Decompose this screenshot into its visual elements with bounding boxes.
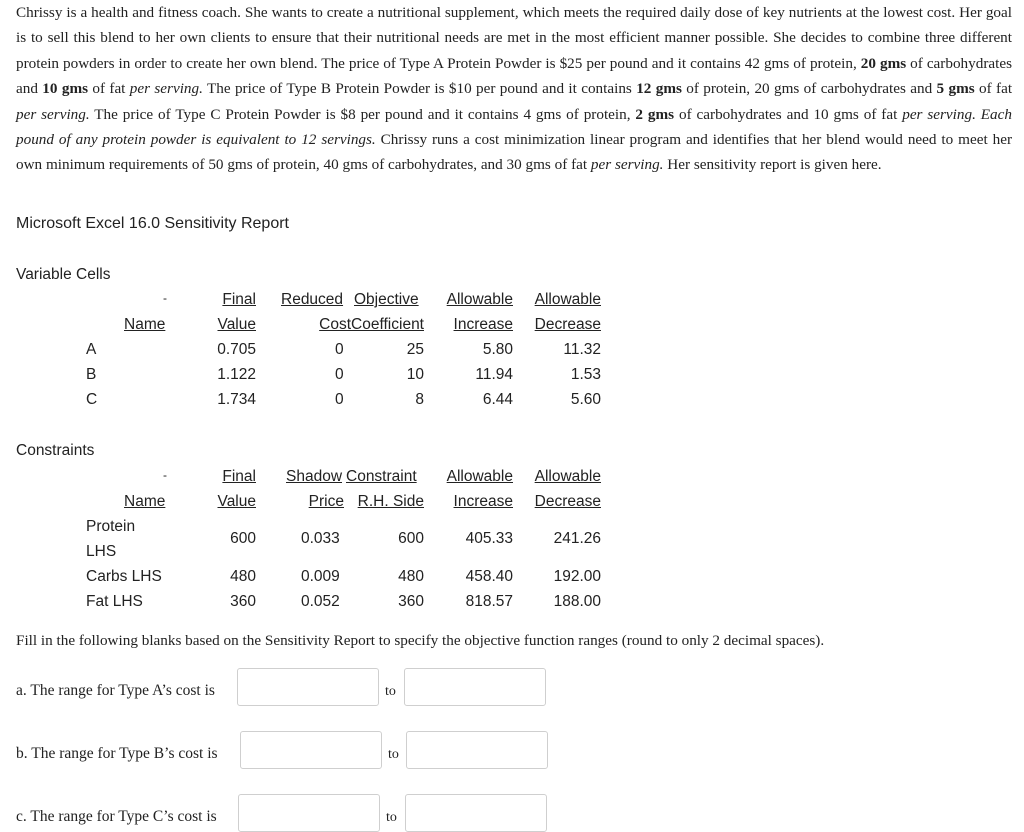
c-row-name: Protein xyxy=(86,518,136,535)
c-row-rhs: 360 xyxy=(398,593,424,610)
c-row-increase: 405.33 xyxy=(465,530,513,547)
c-header-final: Final xyxy=(222,468,256,485)
vc-header-value: Value xyxy=(217,316,256,333)
vc-row-name: B xyxy=(86,366,97,383)
c-header-price: Price xyxy=(308,493,344,510)
c-header-rhs: R.H. Side xyxy=(357,493,424,510)
c-header-constraint: Constraint xyxy=(346,468,417,485)
vc-header-inc-top: Allowable xyxy=(446,291,513,308)
vc-row-decrease: 5.60 xyxy=(570,391,601,408)
vc-header-cost-coefficient: CostCoefficient xyxy=(319,316,424,333)
vc-header-dec-top: Allowable xyxy=(534,291,601,308)
name-dash: - xyxy=(163,291,167,305)
c-row-shadow: 0.052 xyxy=(301,593,340,610)
vc-header-objective: Objective xyxy=(354,291,419,308)
vc-row-reduced: 0 xyxy=(335,341,344,358)
vc-header-increase: Increase xyxy=(453,316,513,333)
vc-header-name: Name xyxy=(124,316,166,333)
type-b-cost-low-input[interactable] xyxy=(240,731,382,769)
c-header-value: Value xyxy=(217,493,256,510)
vc-row-final: 1.122 xyxy=(217,366,256,383)
vc-row-increase: 6.44 xyxy=(482,391,513,408)
question-c-to: to xyxy=(386,810,397,825)
name-dash: - xyxy=(163,468,167,482)
c-header-dec-top: Allowable xyxy=(534,468,601,485)
question-a-label: a. The range for Type A’s cost is xyxy=(16,682,215,699)
vc-header-final: Final xyxy=(222,291,256,308)
vc-row-increase: 5.80 xyxy=(482,341,513,358)
vc-row-name: A xyxy=(86,341,97,358)
c-header-name: Name xyxy=(124,493,166,510)
vc-row-final: 1.734 xyxy=(217,391,256,408)
c-row-increase: 818.57 xyxy=(465,593,513,610)
c-row-shadow: 0.033 xyxy=(301,530,340,547)
type-a-cost-low-input[interactable] xyxy=(237,668,379,706)
report-title: Microsoft Excel 16.0 Sensitivity Report xyxy=(16,215,289,232)
c-row-shadow: 0.009 xyxy=(301,568,340,585)
c-header-inc-top: Allowable xyxy=(446,468,513,485)
problem-statement: Chrissy is a health and fitness coach. She wants to create a nutritional supplement, which meets the required daily dose of key nutrients at the lowest cost. Her goal is to sell this blend to her own clients to ensure that their nutritional needs are met in the most efficient manner possible. She decides to combine three different protein powders in order to create her own blend. The price of Type A Protein Powder is $25 per pound and it contains 42 gms of protein, 20 gms of carbohydrates and 10 gms of fat per serving. The price of Type B Protein Powder is $10 per pound and it contains 12 gms of protein, 20 gms of carbohydrates and 5 gms of fat per serving. The price of Type C Protein Powder is $8 per pound and it contains 4 gms of protein, 2 gms of carbohydrates and 10 gms of fat per serving. Each pound of any protein powder is equivalent to 12 servings. Chrissy runs a cost minimization linear program and identifies that her blend would need to meet her own minimum requirements of 50 gms of protein, 40 gms of carbohydrates, and 30 gms of fat per serving. Her sensitivity report is given here. xyxy=(16,4,1013,174)
instructions: Fill in the following blanks based on the Sensitivity Report to specify the objective function ranges (round to only 2 decimal spaces). xyxy=(16,632,825,649)
vc-row-reduced: 0 xyxy=(335,391,344,408)
question-a-to: to xyxy=(385,684,396,699)
c-row-rhs: 480 xyxy=(398,568,424,585)
vc-row-objective: 8 xyxy=(415,391,424,408)
vc-row-final: 0.705 xyxy=(217,341,256,358)
c-row-increase: 458.40 xyxy=(465,568,513,585)
c-row-name: Carbs LHS xyxy=(86,568,162,585)
vc-row-name: C xyxy=(86,391,98,408)
vc-row-objective: 10 xyxy=(406,366,424,383)
c-row-final: 600 xyxy=(230,530,256,547)
c-row-rhs: 600 xyxy=(398,530,424,547)
vc-row-objective: 25 xyxy=(406,341,424,358)
c-row-name-line2: LHS xyxy=(86,543,117,560)
c-header-shadow: Shadow xyxy=(286,468,343,485)
constraints-title: Constraints xyxy=(16,442,95,459)
vc-header-decrease: Decrease xyxy=(534,316,601,333)
c-header-decrease: Decrease xyxy=(534,493,601,510)
c-header-increase: Increase xyxy=(453,493,513,510)
c-row-decrease: 188.00 xyxy=(553,593,601,610)
type-c-cost-low-input[interactable] xyxy=(238,794,380,832)
type-c-cost-high-input[interactable] xyxy=(405,794,547,832)
c-row-decrease: 241.26 xyxy=(553,530,601,547)
vc-row-increase: 11.94 xyxy=(475,366,513,383)
question-b-to: to xyxy=(388,747,399,762)
variable-cells-title: Variable Cells xyxy=(16,266,111,283)
vc-row-reduced: 0 xyxy=(335,366,344,383)
c-row-final: 360 xyxy=(230,593,256,610)
question-b-label: b. The range for Type B’s cost is xyxy=(16,745,218,762)
c-row-decrease: 192.00 xyxy=(553,568,601,585)
c-row-final: 480 xyxy=(230,568,256,585)
vc-header-reduced: Reduced xyxy=(281,291,344,308)
c-row-name: Fat LHS xyxy=(86,593,143,610)
question-c-label: c. The range for Type C’s cost is xyxy=(16,808,217,825)
type-a-cost-high-input[interactable] xyxy=(404,668,546,706)
vc-row-decrease: 1.53 xyxy=(570,366,601,383)
type-b-cost-high-input[interactable] xyxy=(406,731,548,769)
vc-row-decrease: 11.32 xyxy=(563,341,601,358)
